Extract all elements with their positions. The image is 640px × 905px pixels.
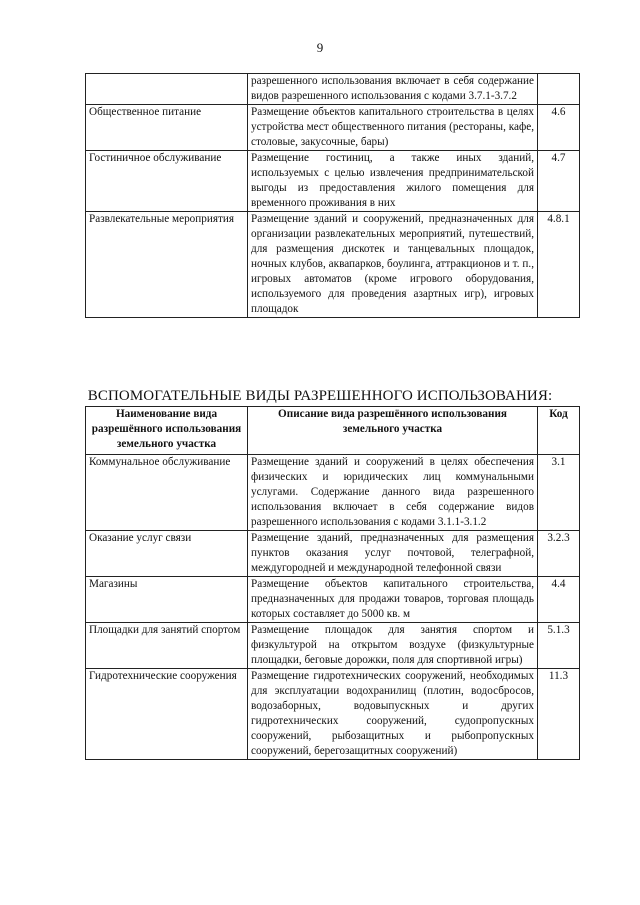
use-name-cell: Магазины [86, 577, 248, 623]
use-description-cell: Размещение гидротехнических сооружений, необходимых для эксплуатации водохранилищ (плотин, водосбросов, водозаборных, водовыпускных и других гидротехнических сооружений, судопропускных сооружений, рыбозащитных и рыбопропускных сооружений, берегозащитных сооружений) [248, 669, 538, 760]
use-name-cell: Гидротехнические сооружения [86, 669, 248, 760]
use-code-cell: 11.3 [538, 669, 580, 760]
use-name-cell: Оказание услуг связи [86, 531, 248, 577]
use-description-cell: Размещение зданий и сооружений в целях обеспечения физических и юридических лиц коммунальными услугами. Содержание данного вида разрешенного использования включает в себя содержание видов разрешенного использования с кодами 3.1.1-3.1.2 [248, 455, 538, 531]
use-code-cell [538, 74, 580, 105]
use-code-cell: 4.8.1 [538, 212, 580, 318]
table-row [86, 105, 580, 151]
use-description-cell: Размещение объектов капитального строительства, предназначенных для продажи товаров, торговая площадь которых составляет до 5000 кв. м [248, 577, 538, 623]
page-number: 9 [316, 40, 324, 55]
use-code-cell: 3.2.3 [538, 531, 580, 577]
header-name: Наименование вида разрешённого использования земельного участка [86, 407, 248, 455]
use-name-cell [86, 74, 248, 105]
use-code-cell: 4.4 [538, 577, 580, 623]
table-row [86, 669, 580, 760]
use-description-cell: Размещение зданий и сооружений, предназначенных для организации развлекательных мероприятий, путешествий, для размещения дискотек и танцевальных площадок, ночных клубов, аквапарков, боулинга, аттракционов и т. п., игровых автоматов (кроме игрового оборудования, используемого для проведения азартных игр), игровых площадок [248, 212, 538, 318]
use-name-cell: Коммунальное обслуживание [86, 455, 248, 531]
use-name-cell: Общественное питание [86, 105, 248, 151]
table-row [86, 74, 580, 105]
use-code-cell: 4.7 [538, 151, 580, 212]
use-code-cell: 4.6 [538, 105, 580, 151]
use-description-cell: Размещение объектов капитального строительства в целях устройства мест общественного питания (рестораны, кафе, столовые, закусочные, бары) [248, 105, 538, 151]
permitted-use-table-continued [85, 73, 580, 318]
use-description-cell: Размещение площадок для занятия спортом и физкультурой на открытом воздухе (физкультурные площадки, беговые дорожки, поля для спортивной игры) [248, 623, 538, 669]
table-row [86, 531, 580, 577]
use-description-cell: разрешенного использования включает в себя содержание видов разрешенного использования с кодами 3.7.1-3.7.2 [248, 74, 538, 105]
use-code-cell: 5.1.3 [538, 623, 580, 669]
auxiliary-use-table [85, 406, 580, 760]
table-row [86, 623, 580, 669]
table-row [86, 212, 580, 318]
use-name-cell: Площадки для занятий спортом [86, 623, 248, 669]
table-header-row [86, 407, 580, 455]
use-code-cell: 3.1 [538, 455, 580, 531]
header-code: Код [538, 407, 580, 455]
table-row [86, 455, 580, 531]
section-heading-auxiliary-uses: ВСПОМОГАТЕЛЬНЫЕ ВИДЫ РАЗРЕШЕННОГО ИСПОЛЬЗОВАНИЯ: [87, 388, 553, 404]
table-row [86, 577, 580, 623]
use-name-cell: Развлекательные мероприятия [86, 212, 248, 318]
use-description-cell: Размещение гостиниц, а также иных зданий, используемых с целью извлечения предпринимательской выгоды из предоставления жилого помещения для временного проживания в них [248, 151, 538, 212]
header-description: Описание вида разрешённого использования земельного участка [248, 407, 538, 455]
table-row [86, 151, 580, 212]
use-name-cell: Гостиничное обслуживание [86, 151, 248, 212]
use-description-cell: Размещение зданий, предназначенных для размещения пунктов оказания услуг почтовой, телеграфной, междугородней и международной телефонной связи [248, 531, 538, 577]
